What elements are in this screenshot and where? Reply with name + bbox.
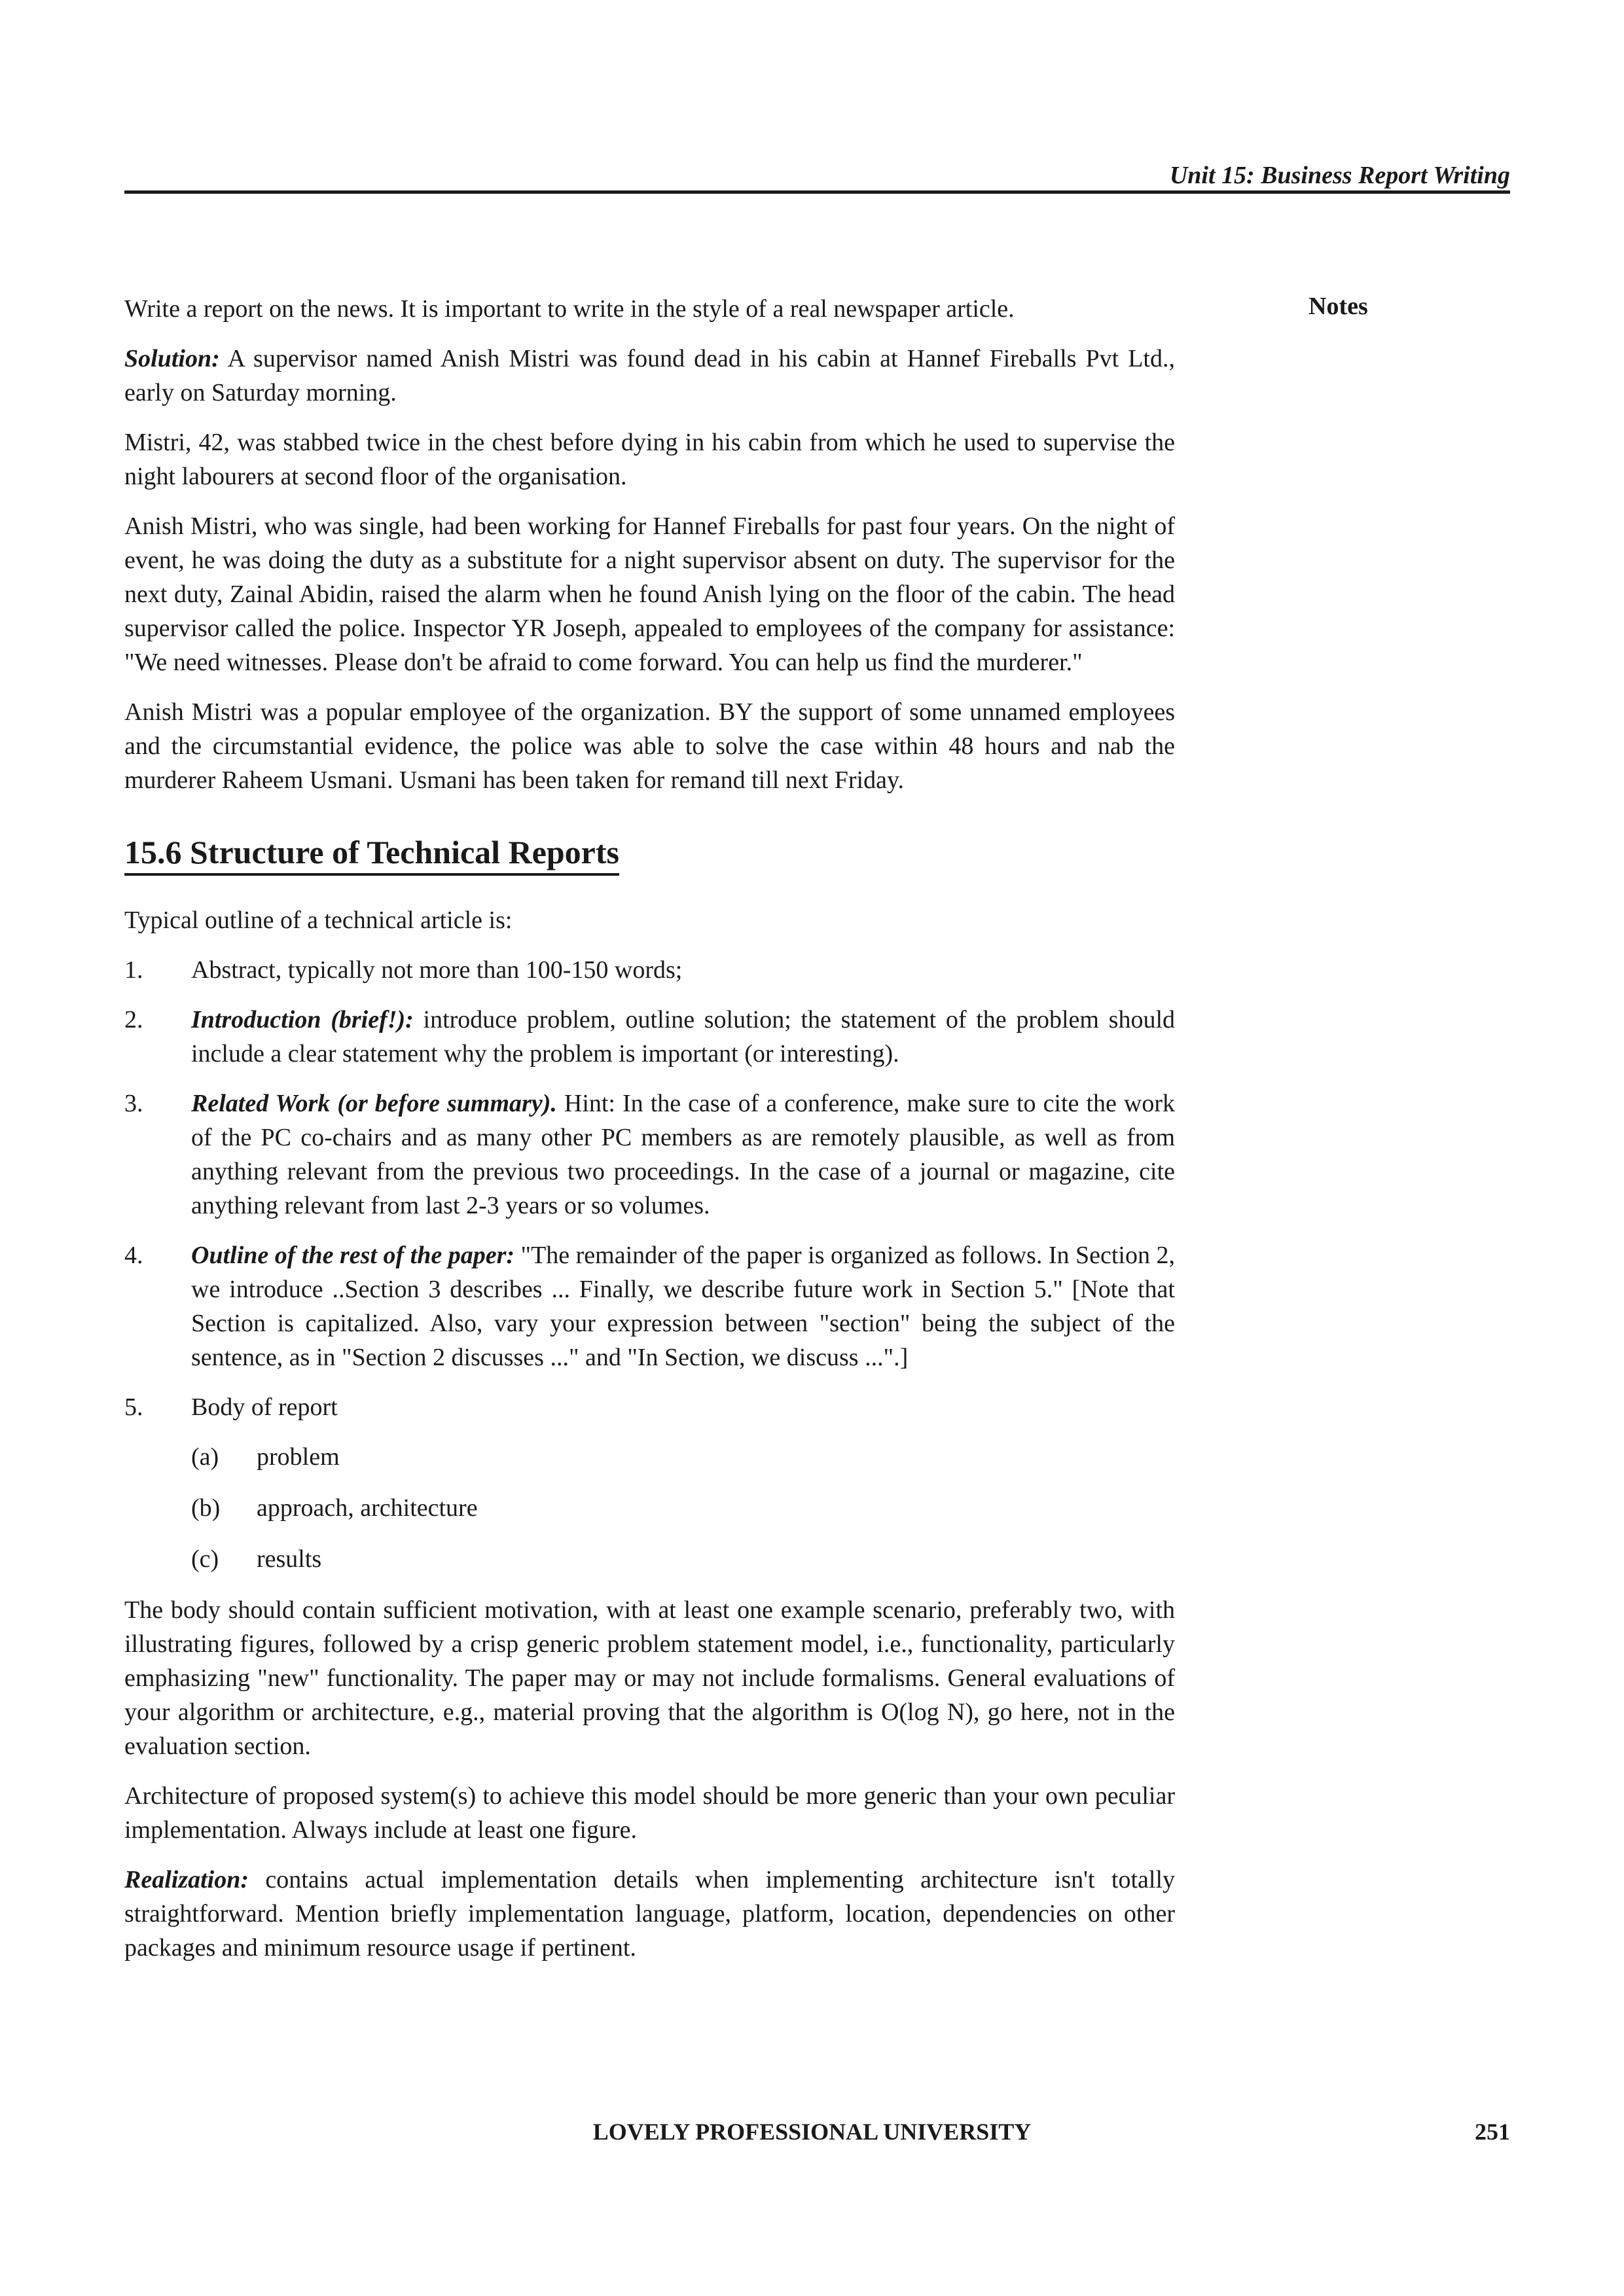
sub-list-text: results xyxy=(257,1545,322,1573)
paragraph: Write a report on the news. It is important to write in the style of a real newspaper article. xyxy=(124,295,1015,323)
list-number: 2. xyxy=(124,1006,143,1033)
paragraph xyxy=(124,342,1175,410)
list-lead: Outline of the rest of the paper: xyxy=(191,1242,515,1269)
paragraph: Anish Mistri was a popular employee of the organization. BY the support of some unnamed employees and the circumstantial evidence, the police was able to solve the case within 48 hours and nab the murderer Raheem Usmani. Usmani has been taken for remand till next Friday. xyxy=(124,698,1175,794)
realization-text: contains actual implementation details when implementing architecture isn't totally straightforward. Mention briefly implementation language, platform, location, dependencies on other packages and minimum resource usage if pertinent. xyxy=(124,1866,1175,1962)
paragraph: Mistri, 42, was stabbed twice in the chest before dying in his cabin from which he used to supervise the night labourers at second floor of the organisation. xyxy=(124,429,1175,490)
list-number: 3. xyxy=(124,1090,143,1117)
list-item xyxy=(124,1390,1175,1424)
list-number: 4. xyxy=(124,1242,143,1269)
paragraph: Architecture of proposed system(s) to achieve this model should be more generic than your own peculiar implementation. Always include at least one figure. xyxy=(124,1782,1175,1844)
page-number: 251 xyxy=(1475,2119,1510,2145)
list-text: Outline of the rest of the paper: "The remainder of the paper is organized as follows. In Section 2, we introduce ..Section 3 describes ... Finally, we describe future work in Section 5." [Note that Section is capitalized. Also, vary your expression between "section" being the subject of the sentence, as in "Section 2 discusses ..." and "In Section, we discuss ...".] xyxy=(191,1242,1175,1371)
section-heading: 15.6 Structure of Technical Reports xyxy=(124,833,619,876)
list-number: 1. xyxy=(124,956,143,984)
header-rule xyxy=(124,190,1510,194)
sub-list-text: problem xyxy=(257,1443,340,1471)
sub-list-number: (a) xyxy=(191,1443,219,1471)
list-text: Related Work (or before summary). Hint: In the case of a conference, make sure to cite the work of the PC co-chairs and as many other PC members as are remotely plausible, as well as from anything relevant from the previous two proceedings. In the case of a journal or magazine, cite anything relevant from last 2-3 years or so volumes. xyxy=(191,1090,1175,1219)
paragraph: Anish Mistri, who was single, had been working for Hannef Fireballs for past four years. On the night of event, he was doing the duty as a substitute for a night supervisor absent on duty. The supervisor for the next duty, Zainal Abidin, raised the alarm when he found Anish lying on the floor of the cabin. The head supervisor called the police. Inspector YR Joseph, appealed to employees of the company for assistance: "We need witnesses. Please don't be afraid to come forward. You can help us find the murderer." xyxy=(124,512,1175,676)
list-text: Body of report xyxy=(191,1393,338,1421)
list-lead: Related Work (or before summary). xyxy=(191,1090,557,1117)
margin-notes-label: Notes xyxy=(1308,293,1368,320)
sub-list-item xyxy=(191,1542,1175,1576)
sub-list-number: (c) xyxy=(191,1545,219,1573)
sub-list-item xyxy=(191,1440,1175,1474)
list-item xyxy=(124,1086,1175,1223)
sub-list-text: approach, architecture xyxy=(257,1494,478,1522)
list-text: Introduction (brief!): introduce problem, outline solution; the statement of the problem should include a clear statement why the problem is important (or interesting). xyxy=(191,1006,1175,1067)
running-header: Unit 15: Business Report Writing xyxy=(1169,162,1510,189)
sub-list-number: (b) xyxy=(191,1494,221,1522)
list-item xyxy=(124,953,1175,987)
realization-label: Realization: xyxy=(124,1866,249,1893)
solution-text: A supervisor named Anish Mistri was found dead in his cabin at Hannef Fireballs Pvt Ltd., early on Saturday morning. xyxy=(124,345,1175,406)
paragraph xyxy=(124,1863,1175,1965)
paragraph: Typical outline of a technical article is: xyxy=(124,906,513,934)
main-content xyxy=(124,292,1175,1981)
list-lead: Introduction (brief!): xyxy=(191,1006,414,1033)
list-text: Abstract, typically not more than 100-150 words; xyxy=(191,956,683,984)
solution-label: Solution: xyxy=(124,345,220,372)
list-item xyxy=(124,1003,1175,1071)
footer-university: LOVELY PROFESSIONAL UNIVERSITY xyxy=(592,2119,1032,2145)
list-number: 5. xyxy=(124,1393,143,1421)
paragraph: The body should contain sufficient motivation, with at least one example scenario, preferably two, with illustrating figures, followed by a crisp generic problem statement model, i.e., functionality, particularly emphasizing "new" functionality. The paper may or may not include formalisms. General evaluations of your algorithm or architecture, e.g., material proving that the algorithm is O(log N), go here, not in the evaluation section. xyxy=(124,1596,1175,1760)
sub-list-item xyxy=(191,1491,1175,1525)
list-item xyxy=(124,1238,1175,1374)
